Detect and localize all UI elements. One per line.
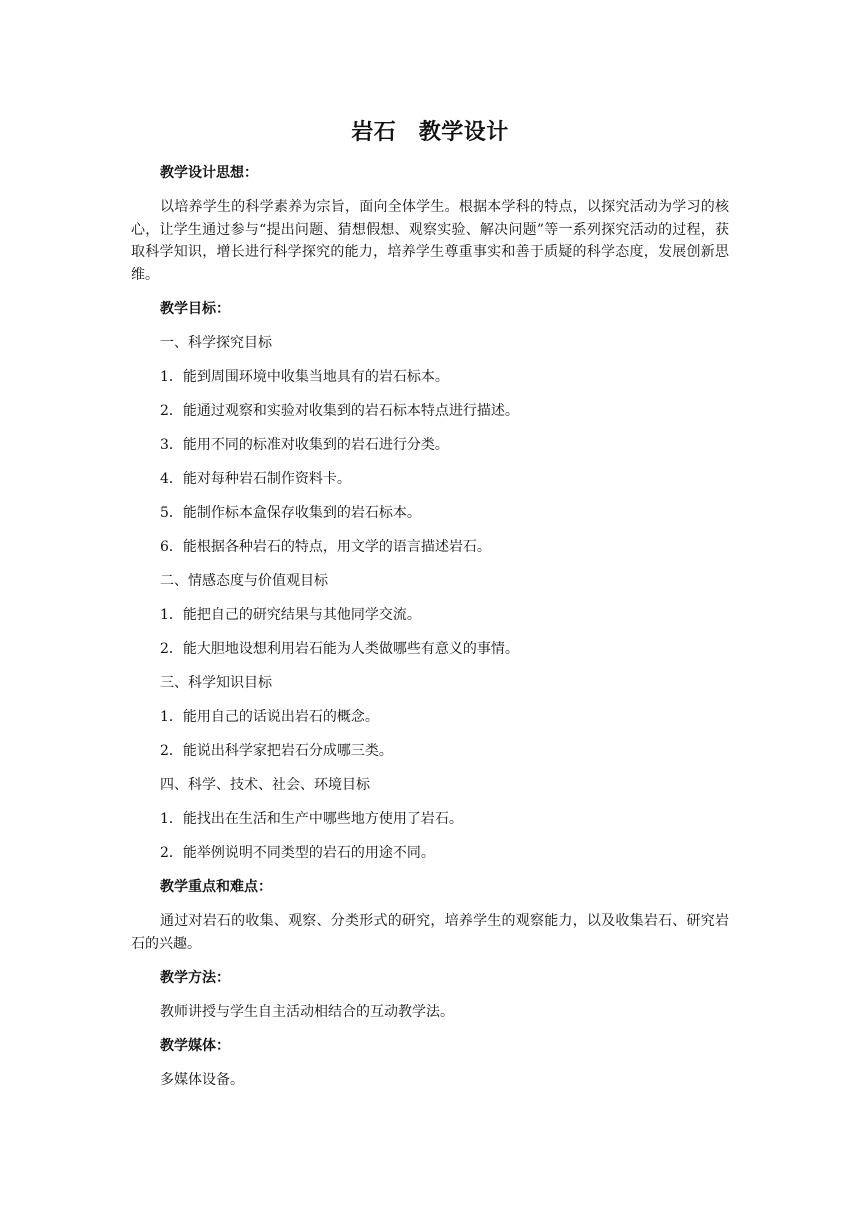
objective-item: 2．能大胆地设想利用岩石能为人类做哪些有意义的事情。 [160, 641, 519, 657]
key-points-paragraph: 通过对岩石的收集、观察、分类形式的研究，培养学生的观察能力，以及收集岩石、研究岩石的兴趣。 [131, 913, 729, 952]
objective-item: 4．能对每种岩石制作资料卡。 [160, 471, 351, 487]
document-title: 岩石 教学设计 [351, 119, 509, 145]
objective-item: 1．能把自己的研究结果与其他同学交流。 [160, 607, 421, 623]
objective-item: 2．能举例说明不同类型的岩石的用途不同。 [160, 845, 435, 861]
objective-group-title: 四、科学、技术、社会、环境目标 [160, 777, 370, 793]
design-idea-heading: 教学设计思想： [160, 165, 258, 181]
document-body [131, 118, 729, 1103]
objective-item: 5．能制作标本盒保存收集到的岩石标本。 [160, 505, 421, 521]
objective-item: 1．能到周围环境中收集当地具有的岩石标本。 [160, 369, 449, 385]
media-heading: 教学媒体： [160, 1038, 230, 1054]
media-text: 多媒体设备。 [160, 1072, 244, 1088]
objective-item: 2．能通过观察和实验对收集到的岩石标本特点进行描述。 [160, 403, 519, 419]
objective-item: 1．能用自己的话说出岩石的概念。 [160, 709, 379, 725]
objective-group-title: 二、情感态度与价值观目标 [160, 573, 328, 589]
methods-text: 教师讲授与学生自主活动相结合的互动教学法。 [160, 1004, 454, 1020]
objective-item: 3．能用不同的标准对收集到的岩石进行分类。 [160, 437, 449, 453]
design-idea-paragraph: 以培养学生的科学素养为宗旨，面向全体学生。根据本学科的特点，以探究活动为学习的核心，让学生通过参与“提出问题、猜想假想、观察实验、解决问题”等一系列探究活动的过程，获取科学知识，增长进行科学探究的能力，培养学生尊重事实和善于质疑的科学态度，发展创新思维。 [131, 199, 729, 283]
objective-group-title: 三、科学知识目标 [160, 675, 272, 691]
objectives-heading: 教学目标： [160, 301, 230, 317]
methods-heading: 教学方法： [160, 970, 230, 986]
key-points-heading: 教学重点和难点： [160, 879, 272, 895]
objective-item: 1．能找出在生活和生产中哪些地方使用了岩石。 [160, 811, 463, 827]
objective-item: 6．能根据各种岩石的特点，用文学的语言描述岩石。 [160, 539, 491, 555]
objective-item: 2．能说出科学家把岩石分成哪三类。 [160, 743, 393, 759]
objective-group-title: 一、科学探究目标 [160, 335, 272, 351]
